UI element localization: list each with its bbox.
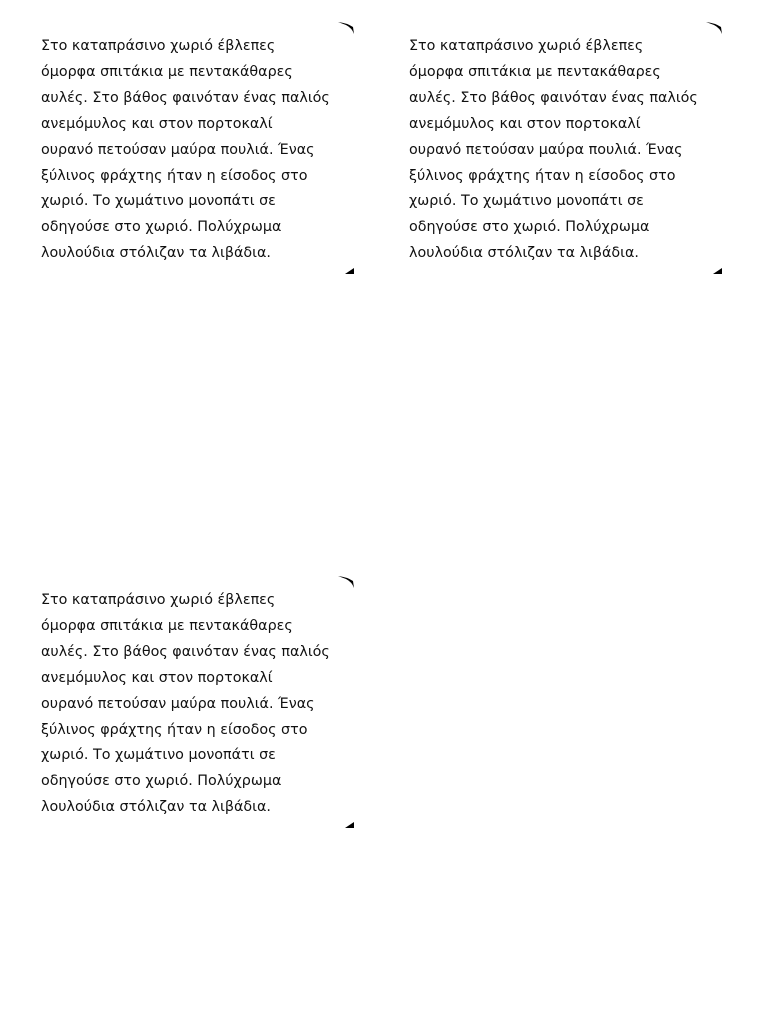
corner-curl-mark xyxy=(338,576,354,588)
corner-triangle-mark xyxy=(345,268,354,274)
passage-card xyxy=(38,22,356,274)
passage-text: Στο καταπράσινο χωριό έβλεπες όμορφα σπιτάκια με πεντακάθαρες αυλές. Στο βάθος φαινόταν ένας παλιός ανεμόμυλος και στον πορτοκαλί ουρανό πετούσαν μαύρα πουλιά. Ένας ξύλινος φράχτης ήταν η είσοδος στο χωριό. Το χωμάτινο μονοπάτι σε οδηγούσε στο χωριό. Πολύχρωμα λουλούδια στόλιζαν τα λιβάδια. xyxy=(41,38,330,262)
corner-triangle-mark xyxy=(345,822,354,828)
corner-triangle-mark xyxy=(713,268,722,274)
corner-curl-mark xyxy=(706,22,722,34)
passage-card xyxy=(38,576,356,828)
passage-text: Στο καταπράσινο χωριό έβλεπες όμορφα σπιτάκια με πεντακάθαρες αυλές. Στο βάθος φαινόταν ένας παλιός ανεμόμυλος και στον πορτοκαλί ουρανό πετούσαν μαύρα πουλιά. Ένας ξύλινος φράχτης ήταν η είσοδος στο χωριό. Το χωμάτινο μονοπάτι σε οδηγούσε στο χωριό. Πολύχρωμα λουλούδια στόλιζαν τα λιβάδια. xyxy=(409,38,698,262)
passage-text: Στο καταπράσινο χωριό έβλεπες όμορφα σπιτάκια με πεντακάθαρες αυλές. Στο βάθος φαινόταν ένας παλιός ανεμόμυλος και στον πορτοκαλί ουρανό πετούσαν μαύρα πουλιά. Ένας ξύλινος φράχτης ήταν η είσοδος στο χωριό. Το χωμάτινο μονοπάτι σε οδηγούσε στο χωριό. Πολύχρωμα λουλούδια στόλιζαν τα λιβάδια. xyxy=(41,592,330,816)
passage-card xyxy=(406,22,724,274)
corner-curl-mark xyxy=(338,22,354,34)
